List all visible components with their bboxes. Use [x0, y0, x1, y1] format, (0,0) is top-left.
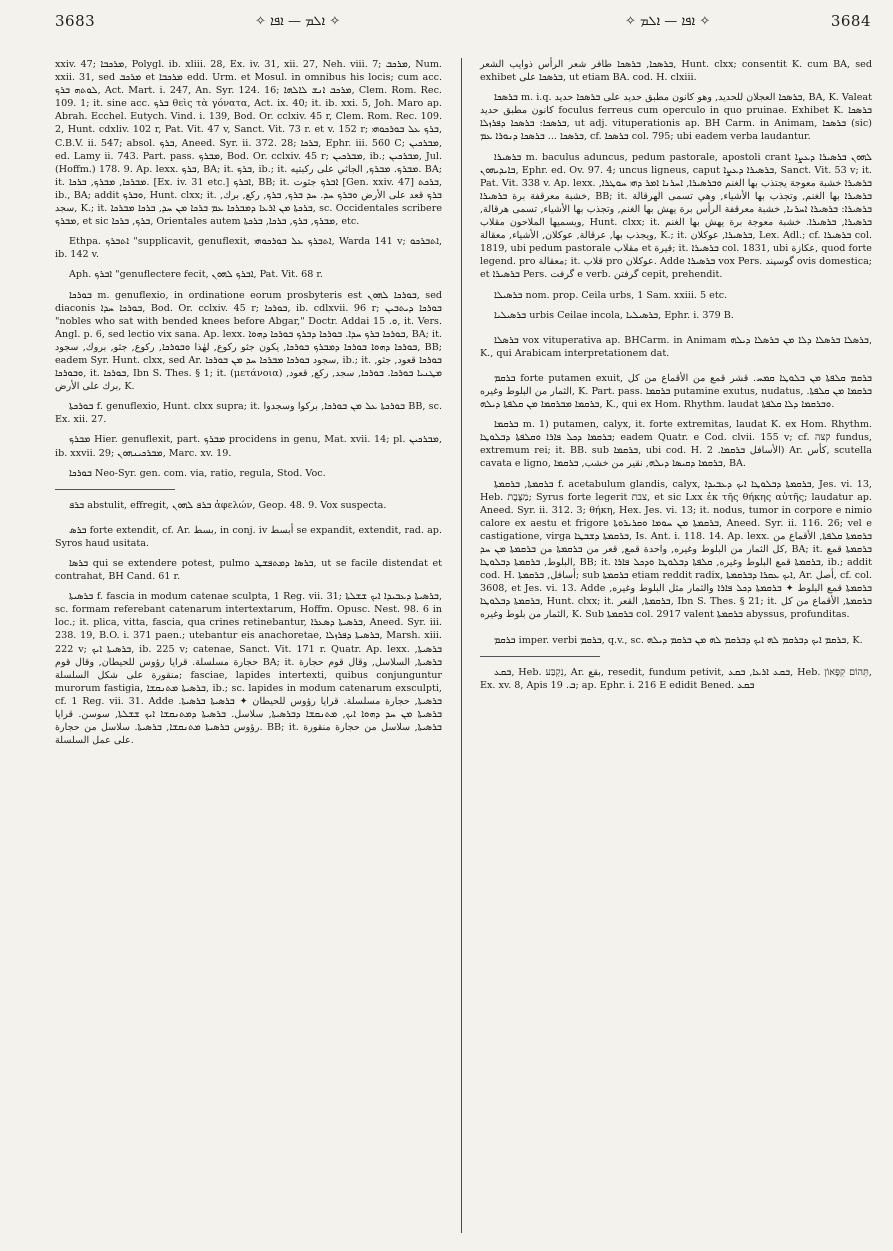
entry-paragraph: xxiv. 47; ܡܪܟܒܐ, Polygl. ib. xliii. 28, Ex. iv. 31, xii. 27, Neh. viii. 7; ܡܪܟܒ, Num. xxii. 31, sed ܡܪܟܒ et ܡܪܟܒܐ edd. Urm. et Mosul. in omnibus his locis; cum acc. ܠܘܬܗ ܒܪܟ, Act. Mart. i. 247, An. Syr. 124. 16; ܡܪܟܒ ܐܢܫ ܠܐܠܗܐ, Clem. Rom. Rec. 109. 1; it. sine acc. ܒܪܟ θεὶς τὰ γόνατα, Act. ix. 40; it. ib. xxi. 5, Joh. Maro ap. Abrah. Ecchel. Eutych. Vind. i. 139, Bod. Or. cclxiv. 45 r, Clem. Rom. Rec. 109. 2, Hunt. cdxliv. 102 r, Pat. Vit. 47 v, Sanct. Vit. 73 r. et v. 152 r; ܒܪܟ ܥܠ ܒܘܪܟܘܗܝ, C.B.V. ii. 547; absol. ܒܪܟ, Aneed. Syr. ii. 372. 28; ܒܪܟܐ, Ephr. iii. 560 C; ܡܒܪܟܝܢ, ed. Lamy ii. 743. Part. pass. ܡܒܪܟ, Bod. Or. cclxiv. 45 r; ܡܒܪܟܝܢ, ib.; ܡܒܪܟܝܢ, Jul. (Hoffm.) 178. 9. Ap. lexx. ܒܪܟ, BA; it. ܒܪܟ, ib.; it. ܡܒܪܟ. ܡܒܪܟ, الجاثي على ركبتيه. BA; it. ܡܒܪܟܐ, ܡܒܪܟ, ܒܪܟܐ. [Ex. iv. 31 etc.] ܐܒܪܟ, BB; it. ܐܒܪܟ جثوت [Gen. xxiv. 47] ܒܪܟܬ, ib., BA; addit ܘܒܪܟ, Hunt. clxx; it. ܒܪܟ قعد على الأرض ܘܒܪܟ ܚܕ. ܚܕ ܒܪܟ, ܒܪܟ, رکع, برك, سجد, K.; it. ܒܪܟܬܐ ܡܢ ܐܪܥܐ ܕܡܒܪܟܐ ܥܡ ܒܪܟܐ ܡܢ ܚܕ, ܒܪܟܐ ܡܒܪܟܐ, sc. Occidentales scribere ܡܒܪܟ, et sic ܒܪܟ, ܒܪܟܐ, Orientales autem ܡܒܪܟ, ܒܪܟ, ܒܪܟܐ, ܒܪܟܬܐ, etc. [55, 59, 443, 228]
entry-paragraph: ܒܪܣܝܪܐ m. baculus aduncus, pedum pastorale, apostoli crant ܠܗܘܢ ܒܪܣܝܪܐ ܕܥܨܐ ܒܐܝܕܝܗܘܢ, Ephr. ed. Ov. 97. 4; uncus ligneus, caput ܒܪܣܝܪܐ ܕܥܨܐ, Sanct. Vit. 53 v; it. Pat. Vit. 338 v. Ap. lexx. ܒܪܣܝܪܐ خشبة معوجة يجتذب بها الغنم ܘܒܪܣܝܪܐ, ܐܚܪܢܐ ܐܡܪ ܕܗܝ ܚܘܛܪܐ, خشبة معرقفة برة ܒܪܣܝܪܐ, BB; it. ܒܪܣܝܪܐ بها الغنم, وتجذب بها الأشياء, وهي تسمى الهرقالة ܒܪܣܝܪܐ: ܒܪܣܝܪܐ ܐܚܪܢܐ, خشبة معرقفة الرأس برة يهش بها الغنم, وتجذب بها الأشياء, تسمى هرقالة, ويسميها الملاحون مقلاب, Hunt. clxx; it. ܒܪܣܝܪܐ, ܒܪܣܝܪܐ. خشبة معوجة برة يهش بها الغنم ويجذب بها, عرقالة, عوكلان, الأشياء, معقالة, K.; it. ܒܪܣܝܪܐ, عوكلان, Lex. Adl.; cf. ܒܪܣܝܪܐ col. 1819, ubi pedum pastorale مقلاب et قيرة; it. ܒܪܣܝܪܐ col. 1831, ubi عكازة, quod forte legend. pro معقالة; it. قلاب pro عوكلان. Adde ܒܪܣܝܪܐ vox Pers. گوسپند ovis domestica; et ܒܪܣܝܪܐ Pers. گرفت e verb. گرفتن cepit, prehendit. [480, 151, 873, 281]
entry-paragraph: ܒܪܣ forte extendit, cf. Ar. بسط, in conj. iv أبسط se expandit, extendit, rad. ap. Syros haud usitata. [55, 524, 442, 549]
entry-paragraph: ܒܪܣܝܬܐ f. fascia in modum catenae sculpta, 1 Reg. vii. 31; ܒܪܣܝܬܐ ܕܥܒܝܕܐ ܐܝܟ ܫܫܠܬܐ, sc. formam referebant catenarum intertextarum, Hoffm. Opusc. Nest. 98. 6 in loc.; it. plica, vitta, fascia, qua crines retinebantur, ܒܪܣܝܬܐ ܕܣܥܪܐ, Aneed. Syr. iii. 238. 19, B.O. i. 371 paen.; utebantur eis anachoretae, ܒܪܣܝܬܐ ܕܦܪܙܠܐ, Marsh. xiii. 222 v; ܒܪܣܝܬܐ ܐܝܟ, ib. 225 v; catenae, Sanct. Vit. 171 r. Quatr. Ap. lexx. ܒܪܣܝܬܐ, حجارة مسلسلة. قرايا رؤوس للحيطان, وقال قوم BA; it. ܒܪܣܝܬܐ, السلاسل, وقال قوم حجارة منقورة على شكل السلسلة; fasciae, lapides intertexti, quibus conjunguntur murorum fastigia, ܒܪܣܝܬܐ ܡܬܢܩܫܐ, ib.; sc. lapides in modum catenarum exsculpti, cf. 1 Reg. vii. 31. Adde ܒܪܣܝܬܐ, حجارة مسلسلة. قرايا رؤوس للحيطان ✦ ܒܪܣܝܬܐ ܒܪܣܝܬܐ. ܒܪܣܝܬܐ ܡܢ ܚܕ ܕܗܘܐ ܐܝܟ, ܡܬܢܩܫܐ ܕܒܪܣܝܬܐ, سلاسل. ܒܪܣܝܬܐ ܕܡܬܢܩܫܐ ܐܝܟ ܫܫܠܬܐ, سوسن. قرايا رؤوس ܒܪܣܝܬܐ ܡܬܢܩܫܐ, ܒܪܣܝܬܐ. سلاسل من حجارة. BB; it. ܒܪܣܝܬܐ, سلاسل من حجارة منقورة على عمل السلسلة. [55, 591, 442, 747]
entry-paragraph: ܒܪܩܡ forte putamen exuit, ܒܪܩܡ ܩܠܦܬܐ ܡܢ ܒܠܘܛܐ ܩܡܚ. قشر قمع من الأقماع من كل الثمار من البلوط وغيره, K. Part. pass. ܒܪܩܡܐ putamine exutus, nudatus, ܒܪܩܡܐ ܡܢ ܩܠܦܬܐ. ܒܪܩܡܐ ܡܒܪܩܡܐ ܡܢ ܩܠܦܬܐ ܕܝܠܗ, K., qui ex Hom. Rhythm. laudat ܘܒܪܩܡܐ ܕܠܐ ܩܠܦܬܐ. [480, 372, 873, 411]
entry-paragraph: ܒܘܪܟܐ Neo-Syr. gen. com. via, ratio, regula, Stod. Voc. [69, 467, 326, 479]
entry-paragraph: ܒܪܣܝܠܐ nom. prop. Ceila urbs, 1 Sam. xxiii. 5 etc. [494, 289, 728, 301]
page-header [0, 0, 893, 40]
entry-paragraph: ܒܩܥ, Heb. נִקְבַּע, Ar. بقع, resedit, fundum petivit, ܒܩܥ ܐܪܥܐ, ܒܩܥ, Heb. תְּהוֹם קִפָּאוֹן, Ex. xv. 8, Apis ܒ. 19; ap. Ephr. i. 216 E edidit Bened. ܒܩܥ [480, 666, 872, 691]
left-running-head: ✧ ܐܠܡ — ܐܦܐ ✧ [255, 14, 341, 29]
entry-paragraph: ܒܘܪܟܐ m. genuflexio, in ordinatione eorum prosbyteris est ܒܘܪܟܐ ܠܗܘܢ, sed diaconis ܒܘܪܟܐ ܚܕܐ, Bod. Or. cclxiv. 45 r; ܒܘܪܟܐ, ib. cdlxvii. 96 r; ܒܘܪܟܐ ܕܝܬܒܝܢ "nobles who sat with bended knees before Abgar," Doctr. Addai ܘ. 15, it. Vers. Angl. p. 6, sed lectio vix sana. Ap. lexx. ܒܘܪܟܐ ܒܪܟ ܚܕܐ. ܒܘܪܟܐ ܕܒܪܟ ܒܘܪܟܐ ܕܗܘܐ, BA; it. ܒܘܪܟܐ ܕܗܘܐ ܒܘܪܟܐ ܕܡܒܪܟ ܒܘܪܟܐ, يكون جثو ركوع, لهٰذا ܘܒܘܪܟܐ, ركوع, جثو, بروك, سجود, BB; eadem Syr. Hunt. clxx, sed Ar. سجود ܒܘܪܟܐ ܡܒܪܟܐ ܚܕ ܡܢ ܒܘܪܟܐ, ib.; it. ܒܘܪܟܐ قعود, جثو, ܘܒܘܪܟܐ, it. ܒܘܪܟܐ, Ibn S. Thes. § 1; it. (μετάνοια) ܡܛܢܝܐ ܒܘܪܟܐ. ܒܘܪܟܐ, سجد, ركع, قعود, برك على الأرض, K. [55, 289, 443, 393]
right-column [480, 58, 872, 699]
right-running-head: ✧ ܐܦܐ — ܐܠܡ ✧ [625, 14, 711, 29]
entry-paragraph: ܒܘܪܟܬܐ f. genuflexio, Hunt. clxx supra; it. ܒܘܪܟܬܐ ܥܠ ܡܢ ܒܘܪܟܐ, بركوا وسجدوا BB, sc. Ex. xii. 27. [55, 401, 442, 426]
entry-paragraph: ܒܪܩܡ imper. verbi ܒܪܩܡ, q.v., sc. ܒܪܩܡ ܐܝܟ ܕܒܪܩܡ ܠܗ ܐܝܟ ܕܒܪܩܡ ܠܗ ܡܢ ܒܪܩܡ ܕܝܠܗ, K. [494, 634, 863, 646]
column-divider [461, 58, 462, 1233]
entry-paragraph: ܒܪܣܟܐ, ܒܪܣܟܐ طافر شعر الرأس ذوايب الشعر, Hunt. clxx; consentit K. cum BA, sed exhibet ܒܪܣܟܐ على, ut etiam BA. cod. H. clxiii. [480, 59, 873, 84]
left-page-number: 3683 [55, 12, 96, 30]
entry-paragraph: ܒܪܣܟܐ m. i.q. ܒܪܣܟܐ العجلان للحديد, وهو كانون مطبق حديد على ܒܪܣܟܐ حديد, BA, K. Valeat كانون مطبق حديد foculus ferreus cum operculo in quo pruinae. Exhibet K. ܒܪܣܟܐ ܒܪܣܟܐ: ܒܪܣܟܐ ܕܦܪܙܠܐ, ut adj. vituperationis ap. BH Carm. in Animam, ܒܪܣܟܐ (sic) ܒܪܣܟܐ ... ܒܪܣܟܐ ܕܢܘܪܐ ܥܡ, cf. ܒܪܣܟܐ col. 795; ubi eadem verba laudantur. [480, 92, 873, 143]
entry-paragraph: Ethpa. ܐܬܒܪܟ "supplicavit, genuflexit, ܐܬܒܪܟ ܥܠ ܒܘܪܟܘܗܝ, Warda 141 v; ܐܬܒܪܟܘ, ib. 142 v. [55, 236, 442, 261]
entry-paragraph: ܒܪܩܡܬܐ, ܒܪܩܡܬܐ f. acetabulum glandis, calyx, ܒܪܩܡܬܐ ܕܒܠܘܛܐ ܐܝܟ ܕܥܒܝܕܐ, Jes. vi. 13, Heb. מַצֶּבֶת; Syrus forte legerit צבת, et sic Lxx ἐκ τῆς θήκης αὐτῆς; laudatur ap. Aneed. Syr. ii. 312. 3; θήκη, Hex. Jes. vi. 13; it. nodus, tumor in corpore e nimio calore ex aestu et frigore ܒܪܩܡܬܐ ܡܢ ܚܘܡܐ ܘܩܪܝܪܘܬܐ, Aneed. Syr. ii. 116. 26; vel e castigatione, virga ܒܪܩܡܬܐ ܕܫܒܛܐ, Is. Ant. i. 118. 14. Ap. lexx. ܒܪܩܡܬܐ ܩܠܦܬܐ, الأقماع من كل الثمار من البلوط وغيره, واحدة قمع, قعر من ܒܪܩܡܬܐ من ܒܪܩܡܬܐ ܡܢ ܚܕ, BA; it. ܒܪܩܡܬܐ قمع البلوط, ܒܪܩܡܬܐ ܕܒܠܘܛܐ, BB; it. ܒܪܩܡܬܐ قمع البلوط وغيره, ܩܠܦܬܐ ܕܒܠܘܛܐ ܘܕܟܠ ܦܐܪܐ, ib.; addit cod. H. أسافل, ܒܪܩܡܬܐ; sub ܒܪܩܡܬܐ etiam reddit radix, ܐܝܟ ܥܩܪܐ ܕܒܪܩܡܬܐ, Ar. أصل, cf. col. 3608, et Jes. vi. 13. Adde ܒܪܩܡܬܐ قمع البلوط ✦ ܒܪܩܡܬܐ ܕܟܠ ܦܐܪܐ والثمار مثل البلوط وغيره, ܒܪܩܡܬܐ ܕܒܠܘܛܐ, Hunt. clxx; it. ܒܪܩܡܬܐ, القعر, Ibn S. Thes. § 21; it. ܒܪܩܡܬܐ, الأقماع من كل الثمار من بلوط وغيره, K. Sub ܒܪܩܡܬܐ col. 2917 valent ܒܪܩܡܬܐ abyssus, profunditas. [480, 478, 873, 621]
entry-separator [480, 656, 600, 657]
entry-paragraph: ܒܪܣܐ qui se extendere potest, pulmo ܒܪܣܐ ܕܡܬܦܫܛ, ut se facile distendat et contrahat, BH Cand. 61 r. [55, 558, 442, 583]
entry-paragraph: Aph. ܐܒܪܟ "genuflectere fecit, ܐܒܪܟ ܠܗܘܢ, Pat. Vit. 68 r. [69, 269, 323, 281]
entry-paragraph: ܒܪܦ abstulit, effregit, ܒܪܦ ܠܗܘܢ ἀφελών, Geop. 48. 9. Vox suspecta. [69, 499, 387, 511]
entry-separator [55, 489, 175, 490]
entry-paragraph: ܒܪܣܠܐ vox vituperativa ap. BHCarm. in Animam ܒܪܣܠܐ ܒܪܣܠܐ ܕܠܐ ܡܢ ܒܪܣܠܐ ܕܝܠܗ, K., qui Arabicam interpretationem dat. [480, 334, 873, 359]
right-page-number: 3684 [830, 12, 871, 30]
entry-paragraph: ܒܪܣܝܠܝܐ urbis Ceilae incola, ܒܪܣܝܠܝܐ, Ephr. i. 379 B. [494, 309, 734, 321]
entry-paragraph: ܒܪܩܡܐ m. 1) putamen, calyx, it. forte extremitas, laudat K. ex Hom. Rhythm. ܒܪܩܡܐ ܕܟܠ ܦܐܪܐ ܘܩܠܦܬܐ ܕܒܠܘܛܐ; eadem Quatr. e Cod. clvii. 155 v; cf. קצה fundus, extremum rei; it. BB. sub ܒܪܩܡܐ, ubi cod. H. الأسافل ܒܪܩܡܐ. 2) Ar. كأس, scutella cavata e ligno, ܒܪܩܡܐ ܕܩܝܣܐ ܕܝܠܗ, نقير من خشب, ܒܪܩܡܐ, BA. [480, 419, 872, 470]
entry-paragraph: ܡܒܪܟ Hier. genuflexit, part. ܡܒܪܟ procidens in genu, Mat. xvii. 14; pl. ܡܒܪܟܝܢ, ib. xxvii. 29; ܡܒܪܟܝܢܗܘܢ, Marc. xv. 19. [55, 434, 442, 459]
left-column [55, 58, 442, 754]
